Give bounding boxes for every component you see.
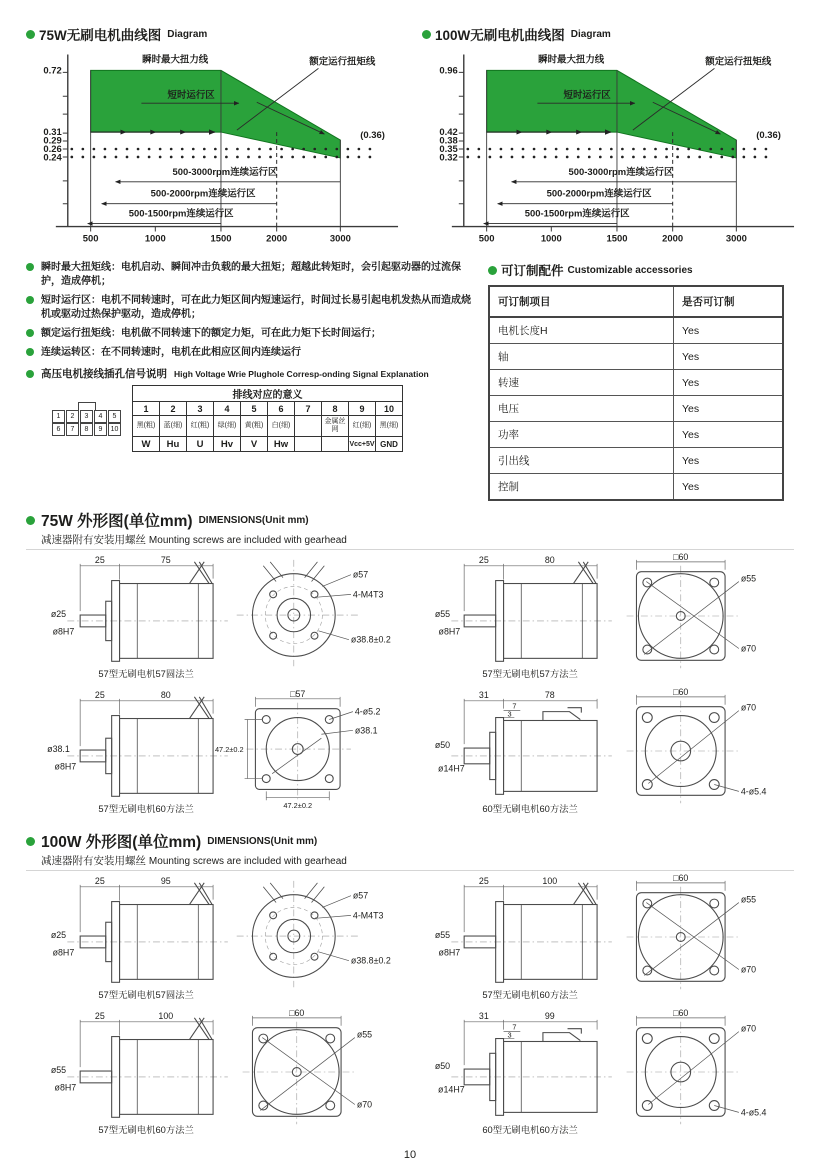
svg-text:2000: 2000	[266, 233, 288, 245]
svg-text:1500: 1500	[606, 233, 628, 245]
svg-text:ø57: ø57	[352, 569, 369, 580]
svg-text:3000: 3000	[725, 233, 747, 245]
svg-text:ø55: ø55	[356, 1029, 373, 1040]
section-title	[26, 830, 794, 852]
chart-title-en: Diagram	[167, 28, 208, 40]
svg-text:ø25: ø25	[50, 609, 67, 619]
note-text: 瞬时最大扭矩线：电机启动、瞬间冲击负载的最大扭矩；超越此转矩时，会引起驱动器的过流保护，造成停机；	[41, 262, 461, 287]
svg-text:□60: □60	[673, 687, 689, 697]
motor-side-view	[435, 690, 612, 794]
svg-text:25: 25	[478, 875, 489, 886]
table-row: 电机长度H Yes	[489, 317, 783, 344]
y-tick-labels	[43, 65, 62, 163]
svg-text:47.2±0.2: 47.2±0.2	[214, 745, 244, 754]
svg-text:500: 500	[82, 233, 99, 245]
accessories-title-en: Customizable accessories	[567, 264, 693, 276]
svg-text:25: 25	[94, 689, 105, 700]
wiring-color-row: 黑(粗) 蓝(细) 红(粗) 绿(细) 黄(粗) 白(细) 金属丝网 红(细) 黑(细)	[133, 416, 403, 437]
motor-side-view	[435, 555, 612, 661]
svg-text:4-ø5.4: 4-ø5.4	[740, 786, 767, 797]
svg-text:0.42: 0.42	[439, 127, 458, 139]
note-text: 短时运行区：电机不同转速时，可在此力矩区间内短速运行，时间过长易引起电机发热从而造成烧机或驱动过热保护驱动，造成停机；	[41, 295, 471, 320]
svg-text:ø50: ø50	[434, 740, 451, 751]
connector-pin: 1	[52, 410, 65, 423]
svg-text:ø8H7: ø8H7	[54, 1082, 77, 1093]
section-subtitle	[41, 853, 794, 868]
svg-text:95: 95	[160, 875, 171, 886]
svg-text:ø70: ø70	[740, 702, 757, 713]
drawing-cell	[410, 1008, 794, 1143]
svg-text:ø14H7: ø14H7	[438, 1084, 465, 1095]
technical-drawing	[410, 687, 794, 817]
svg-text:ø25: ø25	[50, 930, 67, 940]
technical-drawing	[26, 873, 410, 1003]
svg-text:99: 99	[544, 1010, 555, 1021]
note-text: 额定运行扭矩线：电机做不同转速下的额定力矩，可在此力矩下长时间运行；	[41, 328, 381, 339]
bullet-icon	[26, 516, 35, 525]
connector-row-top	[52, 410, 122, 423]
label-max-torque: 瞬时最大扭力线	[538, 54, 605, 66]
bullet-icon	[26, 30, 35, 39]
accessories-column	[488, 261, 794, 501]
section-title	[26, 509, 794, 531]
technical-drawing	[26, 687, 410, 817]
label-point: (0.36)	[756, 130, 781, 142]
svg-text:ø70: ø70	[740, 643, 757, 654]
svg-text:ø55: ø55	[740, 573, 757, 584]
section-title-zh: 100W 外形图(单位mm)	[41, 834, 202, 851]
drawing-cell	[26, 687, 410, 822]
svg-text:ø70: ø70	[740, 964, 757, 975]
svg-text:500: 500	[478, 233, 495, 245]
chart-block-100w	[422, 24, 800, 251]
page-number: 10	[403, 1149, 417, 1161]
motor-side-view	[435, 1011, 612, 1115]
svg-text:ø70: ø70	[356, 1099, 373, 1110]
section-100w-dimensions	[26, 830, 794, 868]
svg-text:0.38: 0.38	[439, 135, 458, 147]
svg-text:47.2±0.2: 47.2±0.2	[283, 801, 313, 811]
svg-text:ø55: ø55	[434, 609, 451, 619]
svg-text:3: 3	[507, 709, 512, 719]
svg-text:0.24: 0.24	[43, 152, 62, 164]
bullet-icon	[488, 266, 497, 275]
svg-text:4-ø5.2: 4-ø5.2	[354, 706, 381, 717]
svg-text:ø55: ø55	[434, 930, 451, 940]
wire-connector-icon	[52, 402, 122, 436]
svg-text:ø38.8±0.2: ø38.8±0.2	[350, 955, 391, 966]
note-item	[26, 261, 474, 289]
svg-text:□60: □60	[289, 1008, 305, 1018]
flange-view-round	[237, 560, 391, 666]
accessories-title-zh: 可订制配件	[501, 264, 564, 278]
svg-text:□60: □60	[673, 1008, 689, 1018]
label-point: (0.36)	[360, 130, 385, 142]
drawing-caption: 57型无刷电机60方法兰	[482, 990, 578, 1001]
drawing-caption: 57型无刷电机57圆法兰	[98, 990, 194, 1001]
accessories-table	[488, 285, 784, 501]
svg-text:0.35: 0.35	[439, 143, 458, 155]
charts-row	[26, 24, 794, 251]
flange-view-square	[627, 552, 757, 668]
table-row: 电压 Yes	[489, 396, 783, 422]
wiring-block	[52, 385, 474, 452]
label-zone-3000: 500-3000rpm连续运行区	[172, 166, 278, 178]
drawing-caption: 57型无刷电机57方法兰	[482, 669, 578, 680]
bullet-icon	[26, 837, 35, 846]
svg-text:ø55: ø55	[740, 894, 757, 905]
section-subtitle-en: Mounting screws are included with gearhead	[148, 535, 347, 546]
accessories-header-row: 可订制项目 是否可订制	[489, 286, 783, 317]
bullet-icon	[26, 263, 34, 271]
section-subtitle	[41, 532, 794, 547]
connector-pin: 4	[94, 410, 107, 423]
svg-text:ø50: ø50	[434, 1061, 451, 1072]
connector-pin: 9	[94, 423, 107, 436]
svg-text:80: 80	[160, 689, 171, 700]
drawings-grid-75w	[26, 549, 794, 822]
flange-view-square	[627, 1008, 767, 1124]
chart-title-100w	[422, 24, 800, 44]
drawing-cell	[410, 552, 794, 687]
technical-drawing	[26, 1008, 410, 1138]
svg-text:0.31: 0.31	[43, 127, 62, 139]
svg-text:4-M4T3: 4-M4T3	[352, 589, 384, 600]
table-row: 控制 Yes	[489, 474, 783, 501]
svg-text:□60: □60	[673, 552, 689, 562]
signal-heading-zh: 高压电机接线插孔信号说明	[41, 368, 167, 380]
svg-text:ø38.1: ø38.1	[354, 725, 378, 736]
drawings-grid-100w	[26, 870, 794, 1143]
drawing-cell	[410, 873, 794, 1008]
svg-text:0.29: 0.29	[43, 135, 62, 147]
label-zone-1500: 500-1500rpm连续运行区	[524, 208, 630, 220]
flange-view-square	[243, 1008, 373, 1124]
svg-text:□57: □57	[290, 688, 306, 699]
chart-title-en: Diagram	[570, 28, 611, 40]
svg-text:78: 78	[544, 689, 555, 700]
section-subtitle-zh: 减速器附有安装用螺丝	[41, 534, 146, 546]
connector-row-bottom	[52, 423, 122, 436]
motor-side-view	[435, 876, 612, 982]
svg-text:ø57: ø57	[352, 890, 369, 901]
svg-text:0.32: 0.32	[439, 152, 458, 164]
svg-text:□60: □60	[673, 873, 689, 883]
label-short-zone: 短时运行区	[563, 90, 611, 102]
chart-title-zh: 100W无刷电机曲线图	[435, 28, 565, 43]
svg-text:75: 75	[160, 554, 171, 565]
bullet-icon	[26, 348, 34, 356]
torque-chart-75w	[26, 46, 404, 246]
torque-envelope-area	[487, 70, 737, 158]
svg-text:ø38.8±0.2: ø38.8±0.2	[350, 634, 391, 645]
drawing-caption: 57型无刷电机57圆法兰	[98, 669, 194, 680]
torque-chart-100w	[422, 46, 800, 246]
chart-title-zh: 75W无刷电机曲线图	[39, 28, 162, 43]
svg-text:0.72: 0.72	[43, 65, 62, 77]
svg-text:4-M4T3: 4-M4T3	[352, 910, 384, 921]
svg-text:31: 31	[478, 1010, 489, 1021]
svg-text:2000: 2000	[662, 233, 684, 245]
note-item	[26, 294, 474, 322]
svg-text:1500: 1500	[210, 233, 232, 245]
label-zone-2000: 500-2000rpm连续运行区	[150, 188, 256, 200]
drawing-cell	[410, 687, 794, 822]
connector-pin: 10	[108, 423, 121, 436]
wiring-table	[132, 385, 403, 452]
flange-view-round	[237, 881, 391, 987]
connector-notch	[78, 402, 96, 410]
motor-side-view	[51, 555, 228, 661]
svg-text:1000: 1000	[144, 233, 166, 245]
label-rated-torque: 额定运行扭矩线	[309, 56, 376, 68]
flange-view-square	[627, 687, 767, 803]
drawing-caption: 60型无刷电机60方法兰	[482, 804, 578, 815]
drawing-caption: 60型无刷电机60方法兰	[482, 1125, 578, 1136]
label-max-torque: 瞬时最大扭力线	[142, 54, 209, 66]
bullet-icon	[26, 296, 34, 304]
svg-text:25: 25	[94, 1010, 105, 1021]
svg-text:ø8H7: ø8H7	[52, 947, 75, 958]
flange-view-square57	[215, 689, 381, 810]
x-tick-labels	[83, 233, 351, 244]
svg-text:100: 100	[542, 875, 558, 886]
chart-title-75w	[26, 24, 404, 44]
technical-drawing	[410, 873, 794, 1003]
svg-text:ø14H7: ø14H7	[438, 763, 465, 774]
motor-side-view	[47, 690, 228, 796]
middle-row	[26, 261, 794, 501]
connector-pin: 8	[80, 423, 93, 436]
section-title-en: DIMENSIONS(Unit mm)	[198, 514, 309, 526]
drawing-cell	[26, 873, 410, 1008]
wiring-table-title: 排线对应的意义	[133, 386, 403, 402]
bullet-icon	[26, 329, 34, 337]
signal-explanation-heading	[26, 366, 474, 381]
table-row: 轴 Yes	[489, 344, 783, 370]
chart-block-75w	[26, 24, 404, 251]
drawing-caption: 57型无刷电机60方法兰	[98, 804, 194, 815]
table-row: 转速 Yes	[489, 370, 783, 396]
section-subtitle-en: Mounting screws are included with gearhead	[148, 856, 347, 867]
motor-side-view	[51, 876, 228, 982]
svg-text:7: 7	[512, 701, 517, 711]
svg-text:ø8H7: ø8H7	[438, 947, 461, 958]
connector-pin: 5	[108, 410, 121, 423]
label-rated-torque: 额定运行扭矩线	[705, 56, 772, 68]
technical-drawing	[410, 1008, 794, 1138]
svg-text:ø38.1: ø38.1	[47, 744, 70, 754]
technical-drawing	[410, 552, 794, 682]
label-short-zone: 短时运行区	[167, 90, 215, 102]
svg-text:0.96: 0.96	[439, 65, 458, 77]
svg-text:25: 25	[94, 875, 105, 886]
label-zone-3000: 500-3000rpm连续运行区	[568, 166, 674, 178]
torque-envelope-area	[91, 70, 341, 158]
section-title-zh: 75W 外形图(单位mm)	[41, 513, 193, 530]
signal-heading-en: High Voltage Wrie Plughole Corresp-onding Signal Explanation	[174, 369, 429, 379]
svg-text:ø8H7: ø8H7	[54, 761, 77, 772]
note-text: 连续运转区：在不同转速时，电机在此相应区间内连续运行	[41, 347, 301, 358]
svg-text:31: 31	[478, 689, 489, 700]
connector-pin: 3	[80, 410, 93, 423]
section-subtitle-zh: 减速器附有安装用螺丝	[41, 855, 146, 867]
connector-pin: 7	[66, 423, 79, 436]
bullet-icon	[422, 30, 431, 39]
table-row: 引出线 Yes	[489, 448, 783, 474]
bullet-icon	[26, 370, 34, 378]
svg-text:100: 100	[158, 1010, 174, 1021]
svg-text:ø8H7: ø8H7	[438, 626, 461, 637]
svg-text:ø8H7: ø8H7	[52, 626, 75, 637]
svg-text:3: 3	[507, 1030, 512, 1040]
note-item	[26, 327, 474, 341]
section-75w-dimensions	[26, 509, 794, 547]
x-tick-labels	[479, 233, 747, 244]
y-tick-labels	[439, 65, 457, 163]
technical-drawing	[26, 552, 410, 682]
connector-pin: 6	[52, 423, 65, 436]
drawing-caption: 57型无刷电机60方法兰	[98, 1125, 194, 1136]
note-item	[26, 346, 474, 360]
wiring-pin-row: 1 2 3 4 5 6 7 8 9 10	[133, 402, 403, 416]
label-zone-1500: 500-1500rpm连续运行区	[128, 208, 234, 220]
svg-text:7: 7	[512, 1022, 517, 1032]
svg-text:3000: 3000	[329, 233, 351, 245]
svg-text:25: 25	[94, 554, 105, 565]
label-zone-2000: 500-2000rpm连续运行区	[546, 188, 652, 200]
flange-view-square	[627, 873, 757, 989]
section-title-en: DIMENSIONS(Unit mm)	[207, 835, 318, 847]
drawing-cell	[26, 552, 410, 687]
svg-text:1000: 1000	[540, 233, 562, 245]
connector-pin: 2	[66, 410, 79, 423]
svg-text:80: 80	[544, 554, 555, 565]
svg-text:25: 25	[478, 554, 489, 565]
svg-text:ø55: ø55	[50, 1065, 67, 1075]
svg-text:0.26: 0.26	[43, 143, 62, 155]
svg-text:ø70: ø70	[740, 1023, 757, 1034]
accessories-title	[488, 261, 794, 279]
svg-text:4-ø5.4: 4-ø5.4	[740, 1107, 767, 1118]
table-row: 功率 Yes	[489, 422, 783, 448]
notes-column	[26, 261, 474, 501]
motor-side-view	[51, 1011, 228, 1117]
wiring-signal-row: W Hu U Hv V Hw Vcc+5V GND	[133, 437, 403, 452]
drawing-cell	[26, 1008, 410, 1143]
